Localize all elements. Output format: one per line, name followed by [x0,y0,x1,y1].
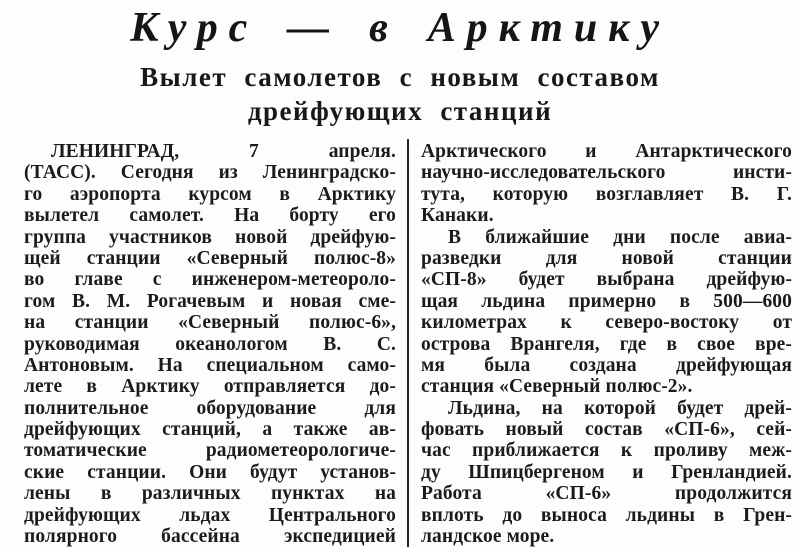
article-subtitle-line-1: Вылет самолетов с новым составом [140,62,660,92]
text-line: (ТАСС). Сегодня из Ленинградско- [24,162,396,184]
column-divider-rule [407,139,409,547]
text-line: томатические радиометеорологиче- [24,440,396,462]
text-line: разведки для новой станции [421,247,792,269]
text-line: научно-исследовательского инсти- [421,162,792,184]
text-line: на станции «Северный полюс-6», [24,312,396,334]
text-line: Антоновым. На специальном само- [24,354,396,376]
text-line: Работа «СП-6» продолжится [421,483,792,505]
text-line: Льдина, на которой будет дрей- [448,397,792,419]
text-line: полнительное оборудование для [24,397,396,419]
text-line: острова Врангеля, где в свое вре- [421,333,792,355]
text-line: час приближается к проливу меж- [421,440,792,462]
text-line: вплоть до выноса льдины в Грен- [421,504,792,526]
text-line: гом В. М. Рогачевым и новая сме- [24,290,396,312]
text-line: группа участников новой дрейфую- [24,226,396,248]
text-line: во главе с инженером-метеороло- [24,269,396,291]
article-subtitle-line-2: дрейфующих станций [247,96,553,126]
text-line: ские станции. Они будут установ- [24,461,396,483]
text-line: ЛЕНИНГРАД, 7 апреля. [51,141,396,162]
text-line: фовать новый состав «СП-6», сей- [421,419,792,441]
text-line: мя была создана дрейфующая [421,354,792,376]
text-line: километрах к северо-востоку от [421,312,792,334]
text-line: «СП-8» будет выбрана дрейфую- [421,269,792,291]
text-line: дрейфующих станций, а также ав- [24,419,396,441]
column-left [24,141,396,547]
text-line: тута, которую возглавляет В. Г. [421,183,792,205]
text-line: В ближайшие дни после авиа- [448,226,792,248]
text-line: Канаки. [421,205,494,227]
text-line: ландское море. [421,526,555,547]
text-line: вылетел самолет. На борту его [24,205,396,227]
article-subtitle [0,60,800,128]
text-line: ду Шпицбергеном и Гренландией. [421,461,792,483]
text-line: го аэропорта курсом в Арктику [24,183,396,205]
text-line: станция «Северный полюс-2». [421,376,693,398]
text-line: дрейфующих льдах Центрального [24,504,396,526]
column-right [421,141,792,547]
text-line: щая льдина примерно в 500—600 [421,290,792,312]
text-line: Арктического и Антарктического [421,141,792,162]
text-line: лете в Арктику отправляется до- [24,376,396,398]
article-title: Курс — в Арктику [130,5,670,51]
text-line: руководимая океанологом В. С. [24,333,396,355]
text-line: щей станции «Северный полюс-8» [24,247,396,269]
text-line: лены в различных пунктах на [24,483,396,505]
text-line: полярного бассейна экспедицией [24,526,396,547]
